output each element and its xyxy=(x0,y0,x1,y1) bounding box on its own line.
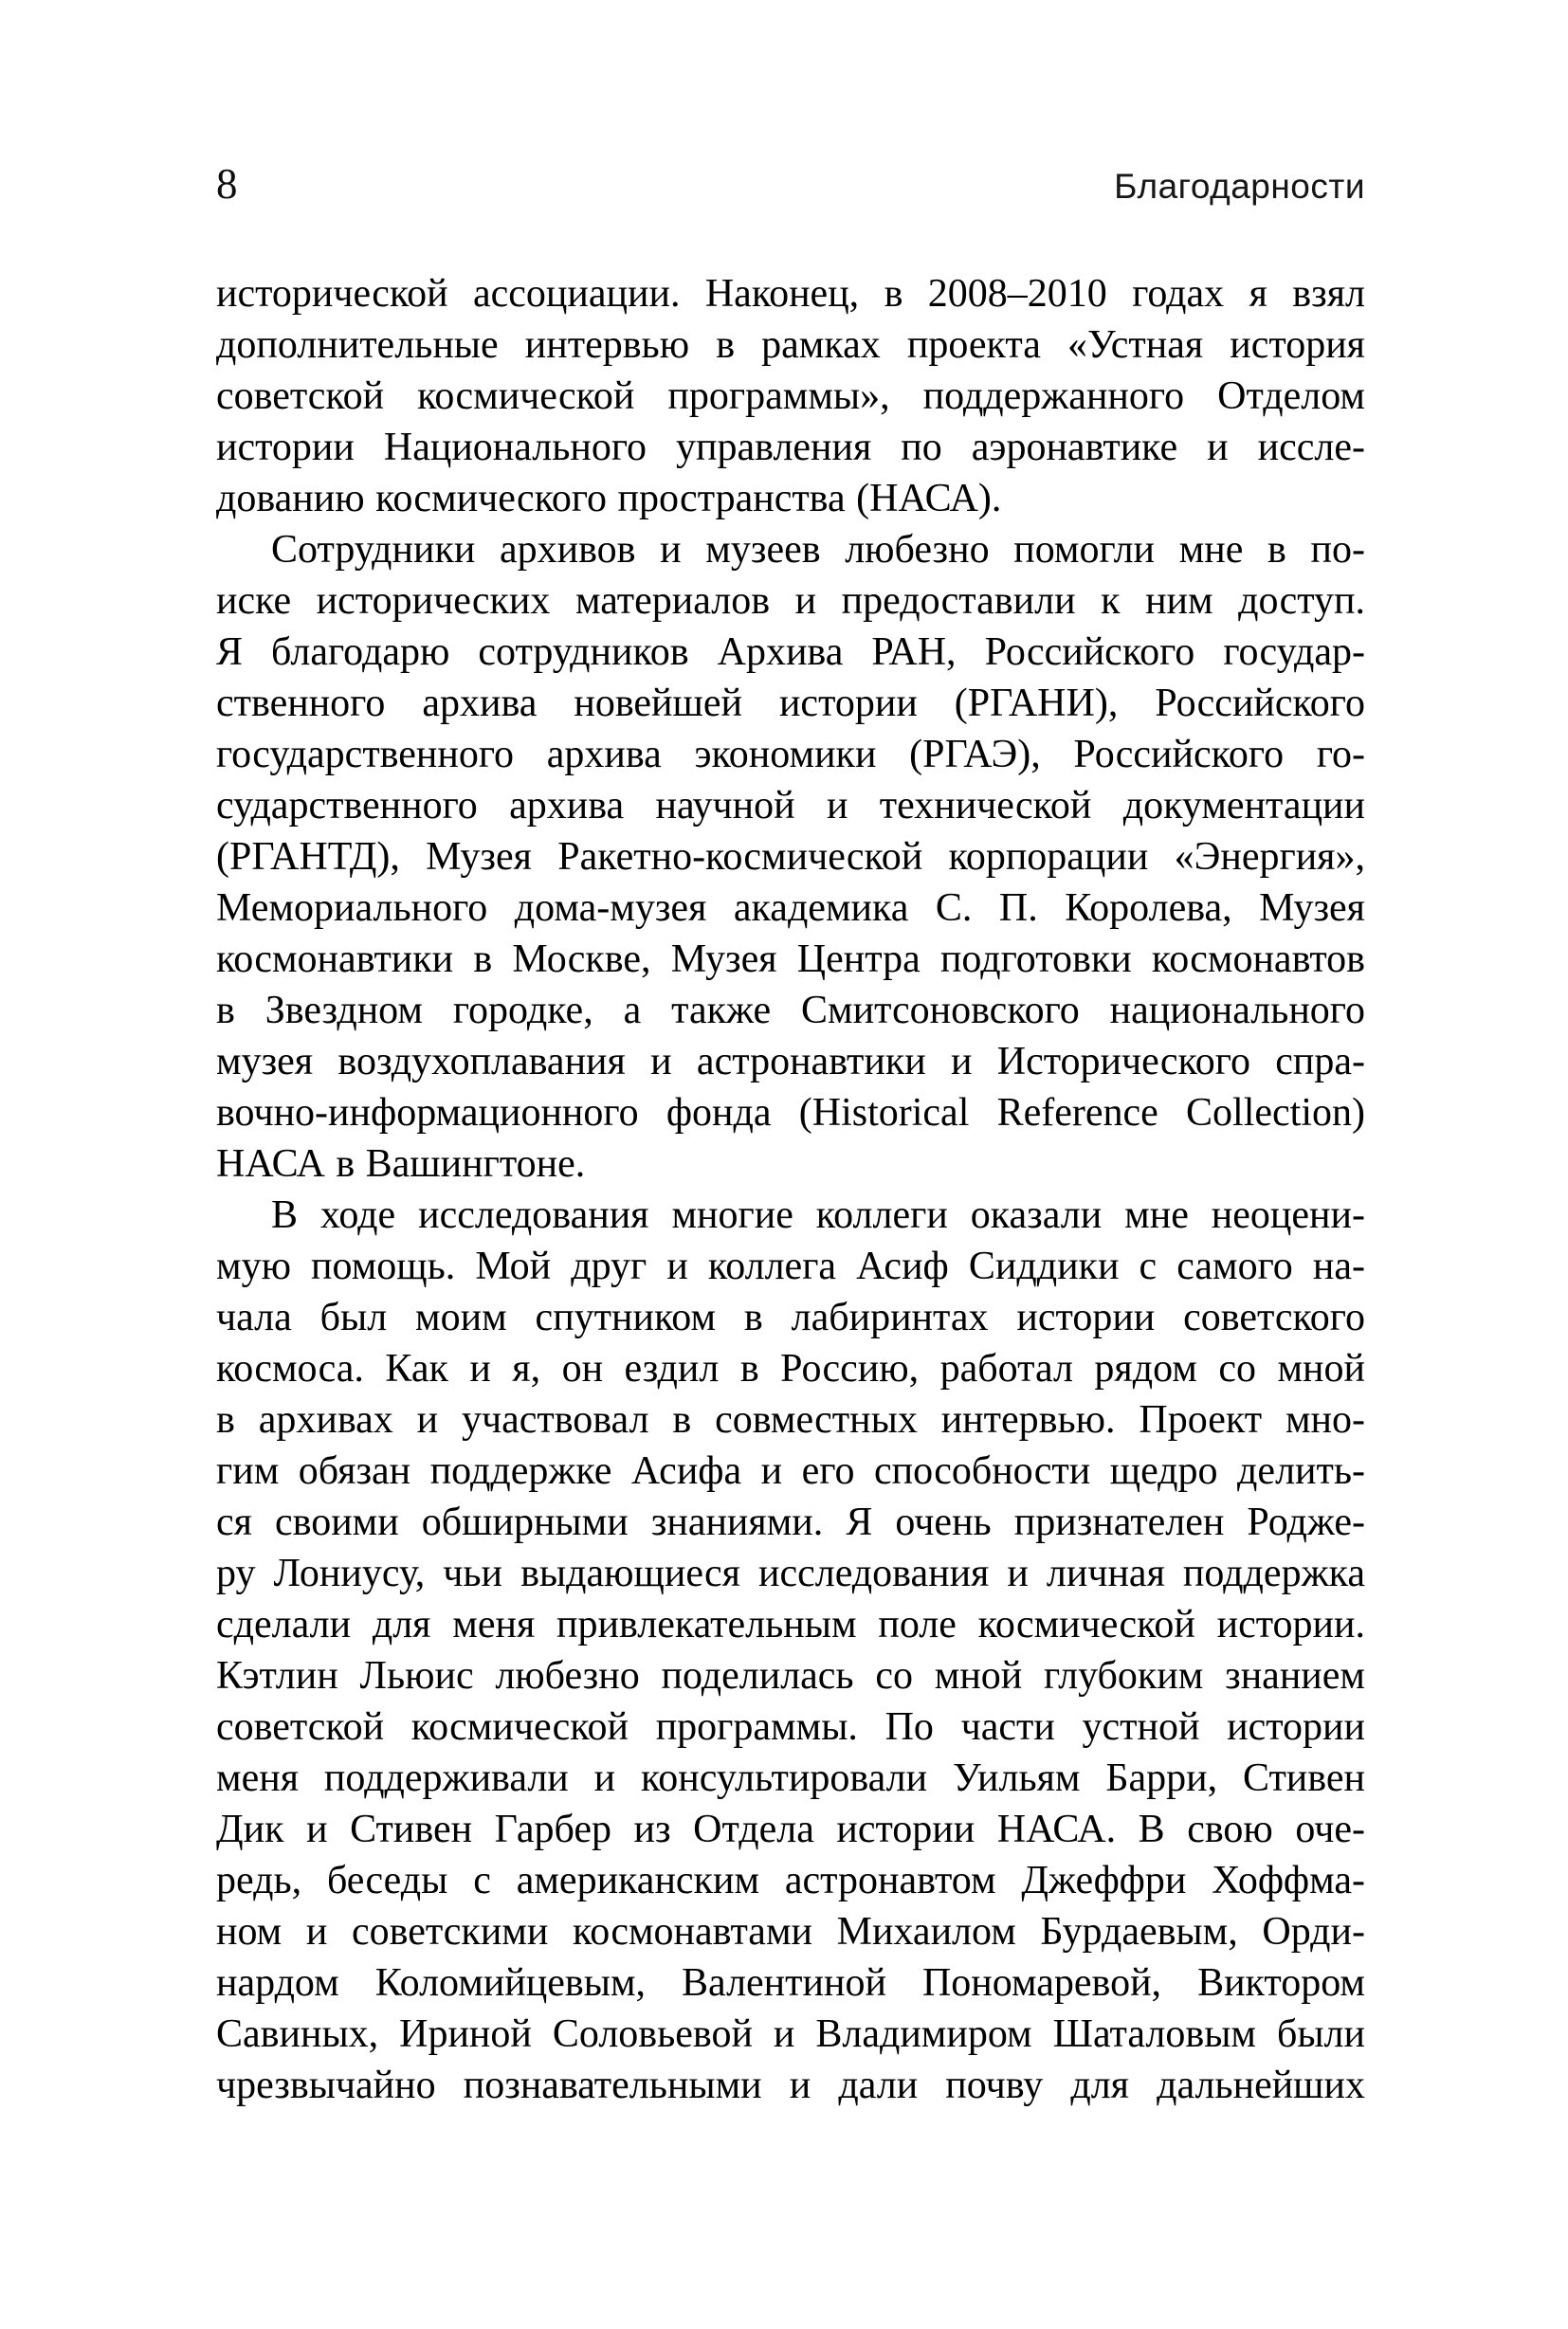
text-line: Дик и Стивен Гарбер из Отдела истории НАСА. В свою оче- xyxy=(216,1808,1365,1851)
text-line: государственного архива экономики (РГАЭ), Российского го- xyxy=(216,733,1365,776)
text-line: ру Лониусу, чьи выдающиеся исследования и личная поддержка xyxy=(216,1552,1365,1595)
text-line: редь, беседы с американским астронавтом Джеффри Хоффма- xyxy=(216,1859,1365,1902)
text-line: Кэтлин Льюис любезно поделилась со мной глубоким знанием xyxy=(216,1654,1365,1698)
text-line: истории Национального управления по аэронавтике и иссле- xyxy=(216,426,1365,469)
text-line: сударственного архива научной и технической документации xyxy=(216,784,1365,828)
text-line: мую помощь. Мой друг и коллега Асиф Сиддики с самого на- xyxy=(216,1245,1365,1288)
text-line: советской космической программы», поддержанного Отделом xyxy=(216,374,1365,418)
text-line: ном и советскими космонавтами Михаилом Бурдаевым, Орди- xyxy=(216,1910,1365,1954)
text-line: космоса. Как и я, он ездил в Россию, работал рядом со мной xyxy=(216,1347,1365,1391)
text-line: космонавтики в Москве, Музея Центра подготовки космонавтов xyxy=(216,937,1365,981)
text-line: дополнительные интервью в рамках проекта «Устная история xyxy=(216,323,1365,367)
running-header: Благодарности xyxy=(1114,167,1365,206)
text-line: ся своими обширными знаниями. Я очень признателен Родже- xyxy=(216,1501,1365,1544)
text-line: нардом Коломийцевым, Валентиной Пономаревой, Виктором xyxy=(216,1961,1365,2005)
text-line: советской космической программы. По части устной истории xyxy=(216,1705,1365,1749)
text-line: ственного архива новейшей истории (РГАНИ), Российского xyxy=(216,682,1365,725)
text-line: Я благодарю сотрудников Архива РАН, Российского государ- xyxy=(216,630,1365,674)
page-number: 8 xyxy=(216,160,238,208)
text-line: дованию космического пространства (НАСА). xyxy=(216,477,1002,520)
text-line: чрезвычайно познавательными и дали почву для дальнейших xyxy=(216,2064,1365,2107)
text-line: Савиных, Ириной Соловьевой и Владимиром Шаталовым были xyxy=(216,2012,1365,2056)
text-line: чала был моим спутником в лабиринтах истории советского xyxy=(216,1296,1365,1339)
text-line: Мемориального дома-музея академика С. П. Королева, Музея xyxy=(216,886,1365,930)
text-line: гим обязан поддержке Асифа и его способности щедро делить- xyxy=(216,1449,1365,1493)
text-line: вочно-информационного фонда (Historical Reference Collection) xyxy=(216,1091,1365,1135)
text-line: Сотрудники архивов и музеев любезно помогли мне в по- xyxy=(271,528,1365,572)
text-line: сделали для меня привлекательным поле космической истории. xyxy=(216,1603,1365,1647)
paragraph xyxy=(216,524,1365,1190)
paragraph xyxy=(216,268,1365,524)
text-line: меня поддерживали и консультировали Уильям Барри, Стивен xyxy=(216,1756,1365,1800)
text-block xyxy=(216,0,1365,2111)
text-line: музея воздухоплавания и астронавтики и Исторического спра- xyxy=(216,1040,1365,1083)
paragraph xyxy=(216,1190,1365,2111)
text-line: исторической ассоциации. Наконец, в 2008–2010 годах я взял xyxy=(216,272,1365,316)
text-line: (РГАНТД), Музея Ракетно-космической корпорации «Энергия», xyxy=(216,835,1365,879)
text-line: НАСА в Вашингтоне. xyxy=(216,1142,586,1186)
text-line: иске исторических материалов и предоставили к ним доступ. xyxy=(216,579,1365,623)
text-line: В ходе исследования многие коллеги оказали мне неоцени- xyxy=(271,1193,1365,1237)
text-line: в архивах и участвовал в совместных интервью. Проект мно- xyxy=(216,1398,1365,1442)
text-line: в Звездном городке, а также Смитсоновского национального xyxy=(216,989,1365,1032)
text-column xyxy=(216,268,1365,2111)
page-header xyxy=(216,160,1365,208)
